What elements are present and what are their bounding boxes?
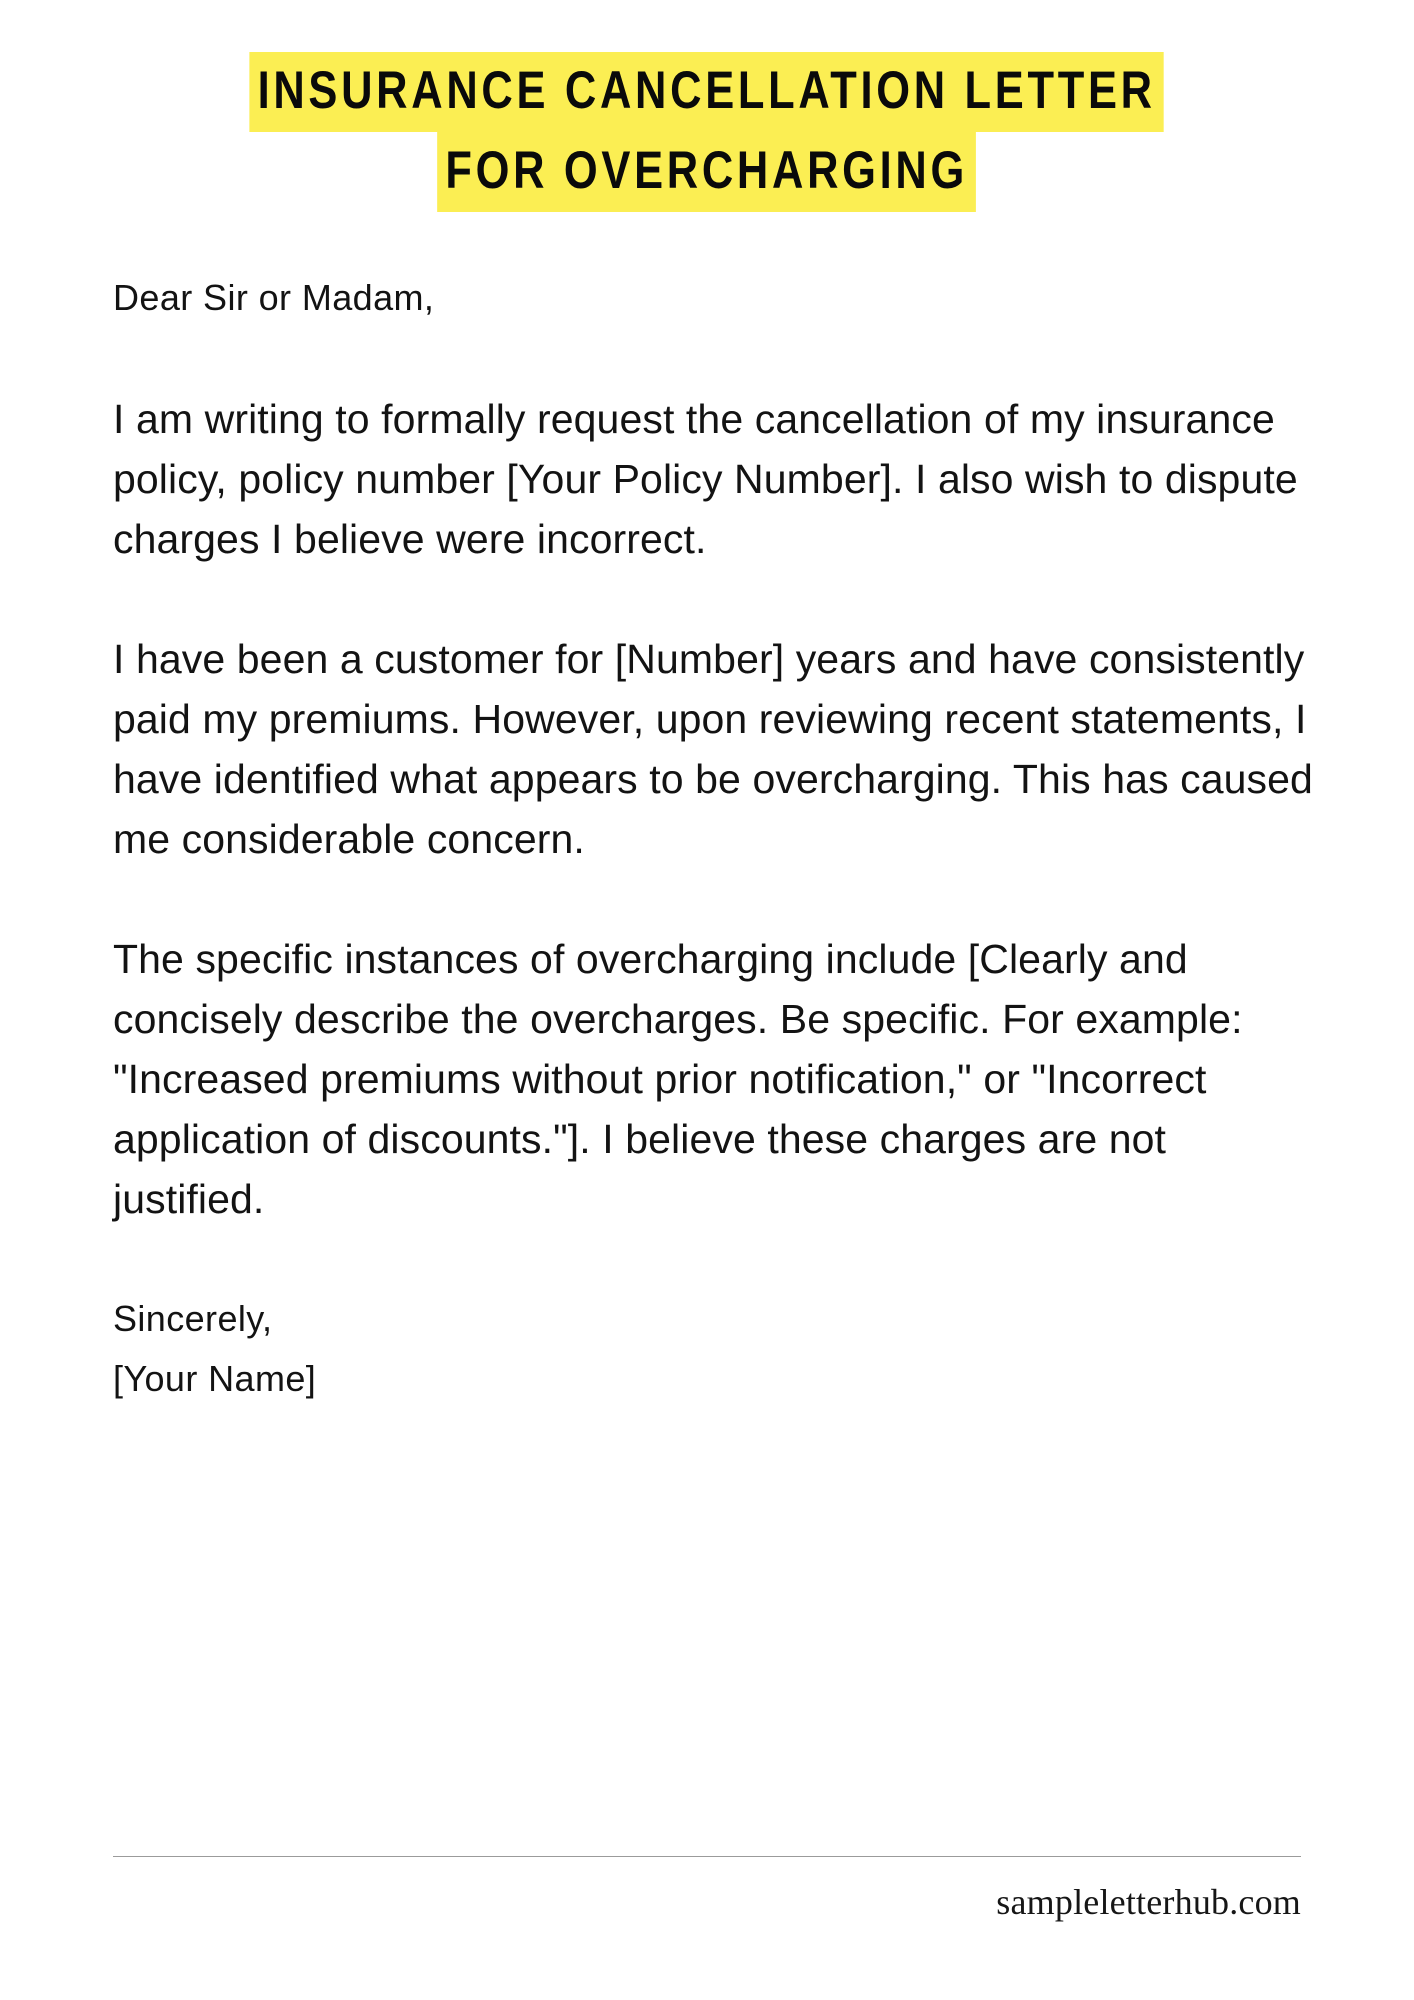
paragraph-spacer	[113, 869, 1318, 929]
body-paragraph-3: The specific instances of overcharging include [Clearly and concisely describe the overcharges. Be specific. For example: "Increased premiums without prior notification," or "Incorrect application of discounts."]. I believe these charges are not justified.	[113, 936, 1243, 1222]
paragraph-spacer	[113, 569, 1318, 629]
title-line-1	[0, 52, 1414, 132]
closing: Sincerely,	[113, 1298, 273, 1339]
signature-name: [Your Name]	[113, 1358, 317, 1399]
body-paragraph-1: I am writing to formally request the cancellation of my insurance policy, policy number [Your Policy Number]. I also wish to dispute charges I believe were incorrect.	[113, 396, 1298, 562]
body-paragraph-2: I have been a customer for [Number] years and have consistently paid my premiums. However, upon reviewing recent statements, I have identified what appears to be overcharging. This has caused me considerable concern.	[113, 636, 1313, 862]
letter-body	[113, 268, 1318, 1409]
page-title	[0, 52, 1414, 212]
footer-website: sampleletterhub.com	[996, 1882, 1301, 1922]
paragraph-spacer	[113, 328, 1318, 389]
title-line-1-highlight: INSURANCE CANCELLATION LETTER	[250, 52, 1165, 132]
paragraph-spacer	[113, 1229, 1318, 1289]
salutation: Dear Sir or Madam,	[113, 277, 435, 318]
footer-divider	[113, 1856, 1301, 1857]
title-line-2	[0, 132, 1414, 212]
title-line-2-highlight: FOR OVERCHARGING	[437, 132, 976, 212]
